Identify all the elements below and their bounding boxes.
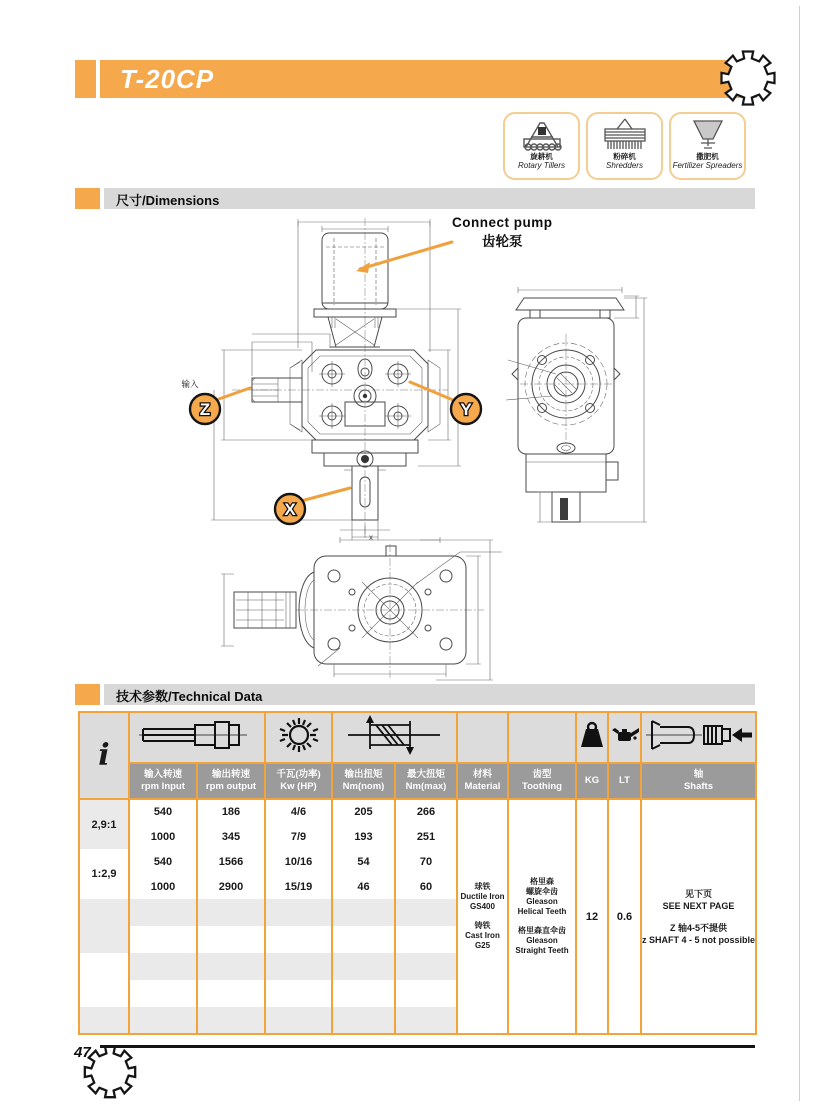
ratio-empty-cell bbox=[79, 980, 129, 1007]
empty-cell bbox=[129, 926, 197, 953]
application-label-en: Shredders bbox=[606, 161, 643, 170]
col-header-nm-max: 最大扭矩 Nm(max) bbox=[395, 763, 457, 799]
page-number: 47 bbox=[74, 1044, 91, 1061]
power-kw-icon bbox=[265, 712, 332, 763]
output-shafts-icon bbox=[641, 712, 756, 763]
empty-cell bbox=[332, 980, 395, 1007]
col-header-material: 材料 Material bbox=[457, 763, 508, 799]
col-header-rpm-output: 输出转速 rpm output bbox=[197, 763, 265, 799]
empty-cell bbox=[395, 980, 457, 1007]
ratio-symbol: i bbox=[79, 712, 129, 799]
empty-cell bbox=[129, 953, 197, 980]
value-cell: 205 bbox=[332, 799, 395, 824]
application-label-zh: 撒肥机 bbox=[696, 152, 719, 161]
value-cell: 266 bbox=[395, 799, 457, 824]
empty-cell bbox=[129, 899, 197, 926]
empty-cell bbox=[332, 1007, 395, 1034]
weight-kg-icon bbox=[576, 712, 608, 763]
toothing-cell: 格里森 螺旋伞齿 Gleason Helical Teeth 格里森直伞齿 Gleason Straight Teeth bbox=[508, 799, 576, 1034]
connect-pump-text-zh: 齿轮泵 bbox=[482, 234, 523, 249]
section-technical-data bbox=[75, 684, 755, 705]
col-header-nm-nom: 输出扭矩 Nm(nom) bbox=[332, 763, 395, 799]
value-cell: 10/16 bbox=[265, 849, 332, 874]
gear-icon bbox=[712, 48, 778, 112]
technical-table-body bbox=[79, 799, 756, 1034]
torque-icon bbox=[332, 712, 457, 763]
input-shaft-icon bbox=[129, 712, 265, 763]
col-header-kw-hp: 千瓦(功率) Kw (HP) bbox=[265, 763, 332, 799]
col-header-rpm-input: 输入转速 rpm Input bbox=[129, 763, 197, 799]
empty-cell bbox=[197, 1007, 265, 1034]
toothing-icon-blank bbox=[508, 712, 576, 763]
connect-pump-note bbox=[452, 215, 553, 250]
side-view bbox=[506, 287, 647, 522]
table-row bbox=[79, 799, 756, 824]
x-axis-marker: x bbox=[369, 533, 373, 542]
banner-accent-square bbox=[75, 60, 96, 98]
ratio-value-cell: 1:2,9 bbox=[79, 849, 129, 899]
value-cell: 7/9 bbox=[265, 824, 332, 849]
empty-cell bbox=[265, 953, 332, 980]
empty-cell bbox=[332, 899, 395, 926]
header-banner bbox=[100, 60, 757, 98]
shafts-cell: 见下页 SEE NEXT PAGE Z 轴4-5不提供 z SHAFT 4 - 5 not possible bbox=[641, 799, 756, 1034]
shaft-badge-x-label: X bbox=[284, 500, 296, 519]
shaft-badge-z-label: Z bbox=[199, 400, 211, 419]
value-cell: 70 bbox=[395, 849, 457, 874]
empty-cell bbox=[265, 926, 332, 953]
empty-cell bbox=[129, 1007, 197, 1034]
value-cell: 2900 bbox=[197, 874, 265, 899]
application-label-en: Rotary Tillers bbox=[517, 161, 566, 170]
application-label-zh: 粉碎机 bbox=[613, 152, 636, 161]
application-card-fertilizer-spreaders bbox=[669, 112, 746, 180]
value-cell: 1000 bbox=[129, 874, 197, 899]
empty-cell bbox=[332, 926, 395, 953]
section-title: 尺寸/Dimensions bbox=[116, 193, 220, 208]
ratio-empty-cell bbox=[79, 926, 129, 953]
value-cell: 15/19 bbox=[265, 874, 332, 899]
empty-cell bbox=[265, 980, 332, 1007]
application-card-rotary-tillers bbox=[503, 112, 580, 180]
empty-cell bbox=[197, 926, 265, 953]
empty-cell bbox=[332, 953, 395, 980]
empty-cell bbox=[197, 980, 265, 1007]
material-cell: 球铁 Ductile Iron GS400 铸铁 Cast Iron G25 bbox=[457, 799, 508, 1034]
value-cell: 193 bbox=[332, 824, 395, 849]
empty-cell bbox=[265, 899, 332, 926]
value-cell: 251 bbox=[395, 824, 457, 849]
input-shaft-label: 输入 bbox=[181, 379, 199, 389]
ratio-empty-cell bbox=[79, 899, 129, 926]
col-header-kg: KG bbox=[576, 763, 608, 799]
empty-cell bbox=[395, 926, 457, 953]
rotary-tiller-icon bbox=[505, 114, 578, 152]
value-cell: 46 bbox=[332, 874, 395, 899]
ratio-value-cell: 2,9:1 bbox=[79, 799, 129, 849]
lt-cell: 0.6 bbox=[608, 799, 641, 1034]
application-label-zh: 旋耕机 bbox=[530, 152, 553, 161]
page-title: T-20CP bbox=[120, 64, 215, 94]
empty-cell bbox=[197, 899, 265, 926]
dimension-drawings bbox=[0, 205, 816, 685]
value-cell: 345 bbox=[197, 824, 265, 849]
col-header-lt: LT bbox=[608, 763, 641, 799]
section-title: 技术参数/Technical Data bbox=[116, 689, 263, 704]
empty-cell bbox=[395, 1007, 457, 1034]
ratio-empty-cell bbox=[79, 953, 129, 980]
connect-pump-text-en: Connect pump bbox=[452, 215, 553, 230]
value-cell: 60 bbox=[395, 874, 457, 899]
value-cell: 540 bbox=[129, 849, 197, 874]
value-cell: 54 bbox=[332, 849, 395, 874]
empty-cell bbox=[129, 980, 197, 1007]
empty-cell bbox=[197, 953, 265, 980]
value-cell: 4/6 bbox=[265, 799, 332, 824]
application-label-en: Fertilizer Spreaders bbox=[672, 161, 743, 170]
shredder-icon bbox=[588, 114, 661, 152]
front-view bbox=[181, 218, 461, 542]
value-cell: 1000 bbox=[129, 824, 197, 849]
material-icon-blank bbox=[457, 712, 508, 763]
ratio-empty-cell bbox=[79, 1007, 129, 1034]
application-card-shredders bbox=[586, 112, 663, 180]
fertilizer-spreader-icon bbox=[671, 114, 744, 152]
empty-cell bbox=[395, 953, 457, 980]
value-cell: 186 bbox=[197, 799, 265, 824]
technical-data-table bbox=[78, 711, 757, 1035]
value-cell: 540 bbox=[129, 799, 197, 824]
col-header-toothing: 齿型 Toothing bbox=[508, 763, 576, 799]
col-header-shafts: 轴 Shafts bbox=[641, 763, 756, 799]
section-accent-square bbox=[75, 684, 100, 705]
value-cell: 1566 bbox=[197, 849, 265, 874]
empty-cell bbox=[265, 1007, 332, 1034]
kg-cell: 12 bbox=[576, 799, 608, 1034]
bottom-view bbox=[221, 537, 502, 680]
shaft-badge-y-label: Y bbox=[460, 400, 472, 419]
empty-cell bbox=[395, 899, 457, 926]
footer-rule bbox=[100, 1045, 755, 1048]
oil-lt-icon bbox=[608, 712, 641, 763]
